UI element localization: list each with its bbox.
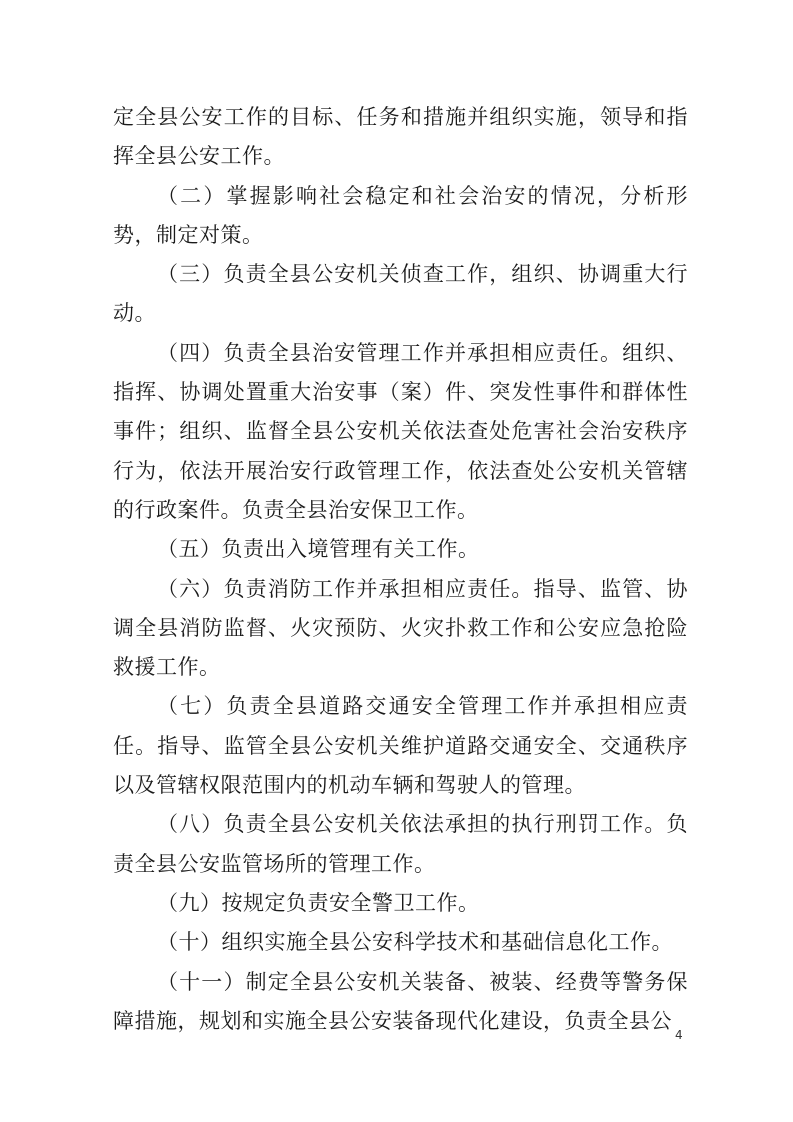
body-text	[113, 98, 688, 1041]
paragraph-item-4: （四）负责全县治安管理工作并承担相应责任。组织、指挥、协调处置重大治安事（案）件、突发性事件和群体性事件；组织、监督全县公安机关依法查处危害社会治安秩序行为，依法开展治安行政管理工作，依法查处公安机关管辖的行政案件。负责全县治安保卫工作。	[113, 340, 688, 522]
paragraph-item-7: （七）负责全县道路交通安全管理工作并承担相应责任。指导、监管全县公安机关维护道路交通安全、交通秩序以及管辖权限范围内的机动车辆和驾驶人的管理。	[113, 694, 688, 798]
paragraph-continued-goals: 定全县公安工作的目标、任务和措施并组织实施，领导和指挥全县公安工作。	[113, 105, 688, 169]
paragraph-item-2: （二）掌握影响社会稳定和社会治安的情况，分析形势，制定对策。	[113, 183, 688, 247]
paragraph-item-8: （八）负责全县公安机关依法承担的执行刑罚工作。负责全县公安监管场所的管理工作。	[113, 812, 688, 876]
paragraph-item-10: （十）组织实施全县公安科学技术和基础信息化工作。	[157, 930, 673, 955]
paragraph-item-5: （五）负责出入境管理有关工作。	[157, 537, 480, 562]
paragraph-item-3: （三）负责全县公安机关侦查工作，组织、协调重大行动。	[113, 262, 688, 326]
paragraph-item-6: （六）负责消防工作并承担相应责任。指导、监管、协调全县消防监督、火灾预防、火灾扑救工作和公安应急抢险救援工作。	[113, 576, 688, 680]
paragraph-item-9: （九）按规定负责安全警卫工作。	[157, 890, 480, 915]
page-number: 4	[675, 1028, 683, 1042]
paragraph-item-11: （十一）制定全县公安机关装备、被装、经费等警务保障措施，规划和实施全县公安装备现代化建设，负责全县公	[113, 969, 688, 1033]
